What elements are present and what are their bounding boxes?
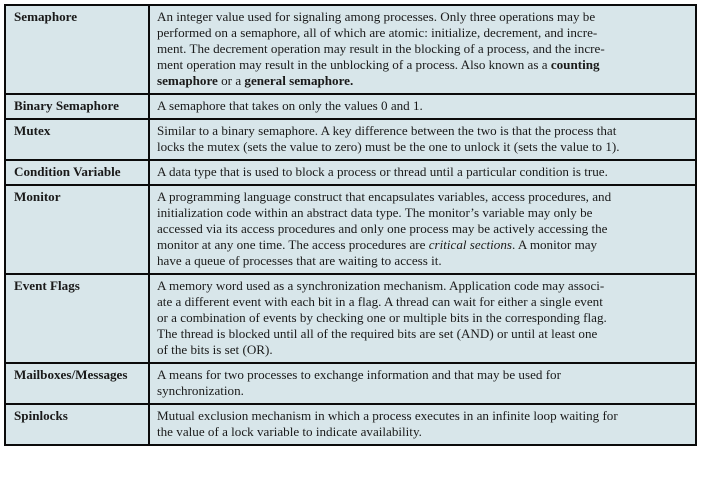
glossary-table-body (5, 5, 696, 445)
definition-line (157, 221, 687, 237)
definition-text: A memory word used as a synchronization mechanism. Application code may associ- (157, 278, 605, 293)
definition-line (157, 123, 687, 139)
table-row (5, 363, 696, 404)
definition-text: monitor at any one time. The access procedures are (157, 237, 429, 252)
definition-line (157, 57, 687, 73)
definition-text: locks the mutex (sets the value to zero) must be the one to unlock it (sets the value to 1). (157, 139, 620, 154)
definition-line (157, 189, 687, 205)
bold-term: semaphore (157, 73, 218, 88)
definition-cell (149, 119, 696, 160)
term-cell: Binary Semaphore (5, 94, 149, 119)
definition-line (157, 278, 687, 294)
definition-line (157, 424, 687, 440)
definition-line (157, 139, 687, 155)
definition-line (157, 9, 687, 25)
definition-line (157, 98, 687, 114)
term-cell: Spinlocks (5, 404, 149, 445)
term-cell: Mailboxes/Messages (5, 363, 149, 404)
definition-line (157, 25, 687, 41)
definition-text: ment. The decrement operation may result in the blocking of a process, and the incre- (157, 41, 605, 56)
definition-line (157, 237, 687, 253)
definition-line (157, 294, 687, 310)
definition-text: A semaphore that takes on only the values 0 and 1. (157, 98, 423, 113)
definition-text: A programming language construct that encapsulates variables, access procedures, and (157, 189, 612, 204)
definition-line (157, 41, 687, 57)
definition-text: have a queue of processes that are waiting to access it. (157, 253, 442, 268)
definition-line (157, 367, 687, 383)
definition-line (157, 205, 687, 221)
definition-cell (149, 185, 696, 274)
definition-text: initialization code within an abstract data type. The monitor’s variable may only be (157, 205, 593, 220)
definition-line (157, 383, 687, 399)
definition-line (157, 253, 687, 269)
definition-text: performed on a semaphore, all of which are atomic: initialize, decrement, and incre- (157, 25, 598, 40)
definition-text: the value of a lock variable to indicate availability. (157, 424, 422, 439)
definition-cell (149, 363, 696, 404)
table-row (5, 185, 696, 274)
definition-text: A data type that is used to block a process or thread until a particular condition is true. (157, 164, 608, 179)
definition-text: synchronization. (157, 383, 244, 398)
definition-cell (149, 160, 696, 185)
definition-line (157, 164, 687, 180)
italic-term: critical sections (428, 237, 512, 252)
table-row (5, 5, 696, 94)
definition-text: The thread is blocked until all of the required bits are set (AND) or until at least one (157, 326, 598, 341)
definition-text: An integer value used for signaling among processes. Only three operations may be (157, 9, 596, 24)
table-row (5, 404, 696, 445)
definition-text: Similar to a binary semaphore. A key difference between the two is that the process that (157, 123, 617, 138)
definition-cell (149, 94, 696, 119)
term-cell: Monitor (5, 185, 149, 274)
term-cell: Event Flags (5, 274, 149, 363)
definition-text: ment operation may result in the unblocking of a process. Also known as a (157, 57, 551, 72)
definition-cell (149, 5, 696, 94)
definition-text: Mutual exclusion mechanism in which a process executes in an infinite loop waiting for (157, 408, 618, 423)
table-row (5, 119, 696, 160)
definition-line (157, 73, 687, 89)
definition-line (157, 326, 687, 342)
table-row (5, 94, 696, 119)
definition-cell (149, 274, 696, 363)
definition-line (157, 342, 687, 358)
definition-cell (149, 404, 696, 445)
definition-line (157, 408, 687, 424)
table-row (5, 160, 696, 185)
term-cell: Mutex (5, 119, 149, 160)
definition-text: of the bits is set (OR). (157, 342, 273, 357)
definition-text: or a (217, 73, 245, 88)
definition-text: accessed via its access procedures and only one process may be actively accessing the (157, 221, 608, 236)
term-cell: Condition Variable (5, 160, 149, 185)
definition-line (157, 310, 687, 326)
bold-term: counting (550, 57, 600, 72)
definition-text: . A monitor may (512, 237, 598, 252)
definition-text: A means for two processes to exchange information and that may be used for (157, 367, 561, 382)
glossary-table (4, 4, 697, 446)
table-row (5, 274, 696, 363)
definition-text: or a combination of events by checking one or multiple bits in the corresponding flag. (157, 310, 607, 325)
term-cell: Semaphore (5, 5, 149, 94)
bold-term: general semaphore. (244, 73, 354, 88)
definition-text: ate a different event with each bit in a flag. A thread can wait for either a single event (157, 294, 603, 309)
